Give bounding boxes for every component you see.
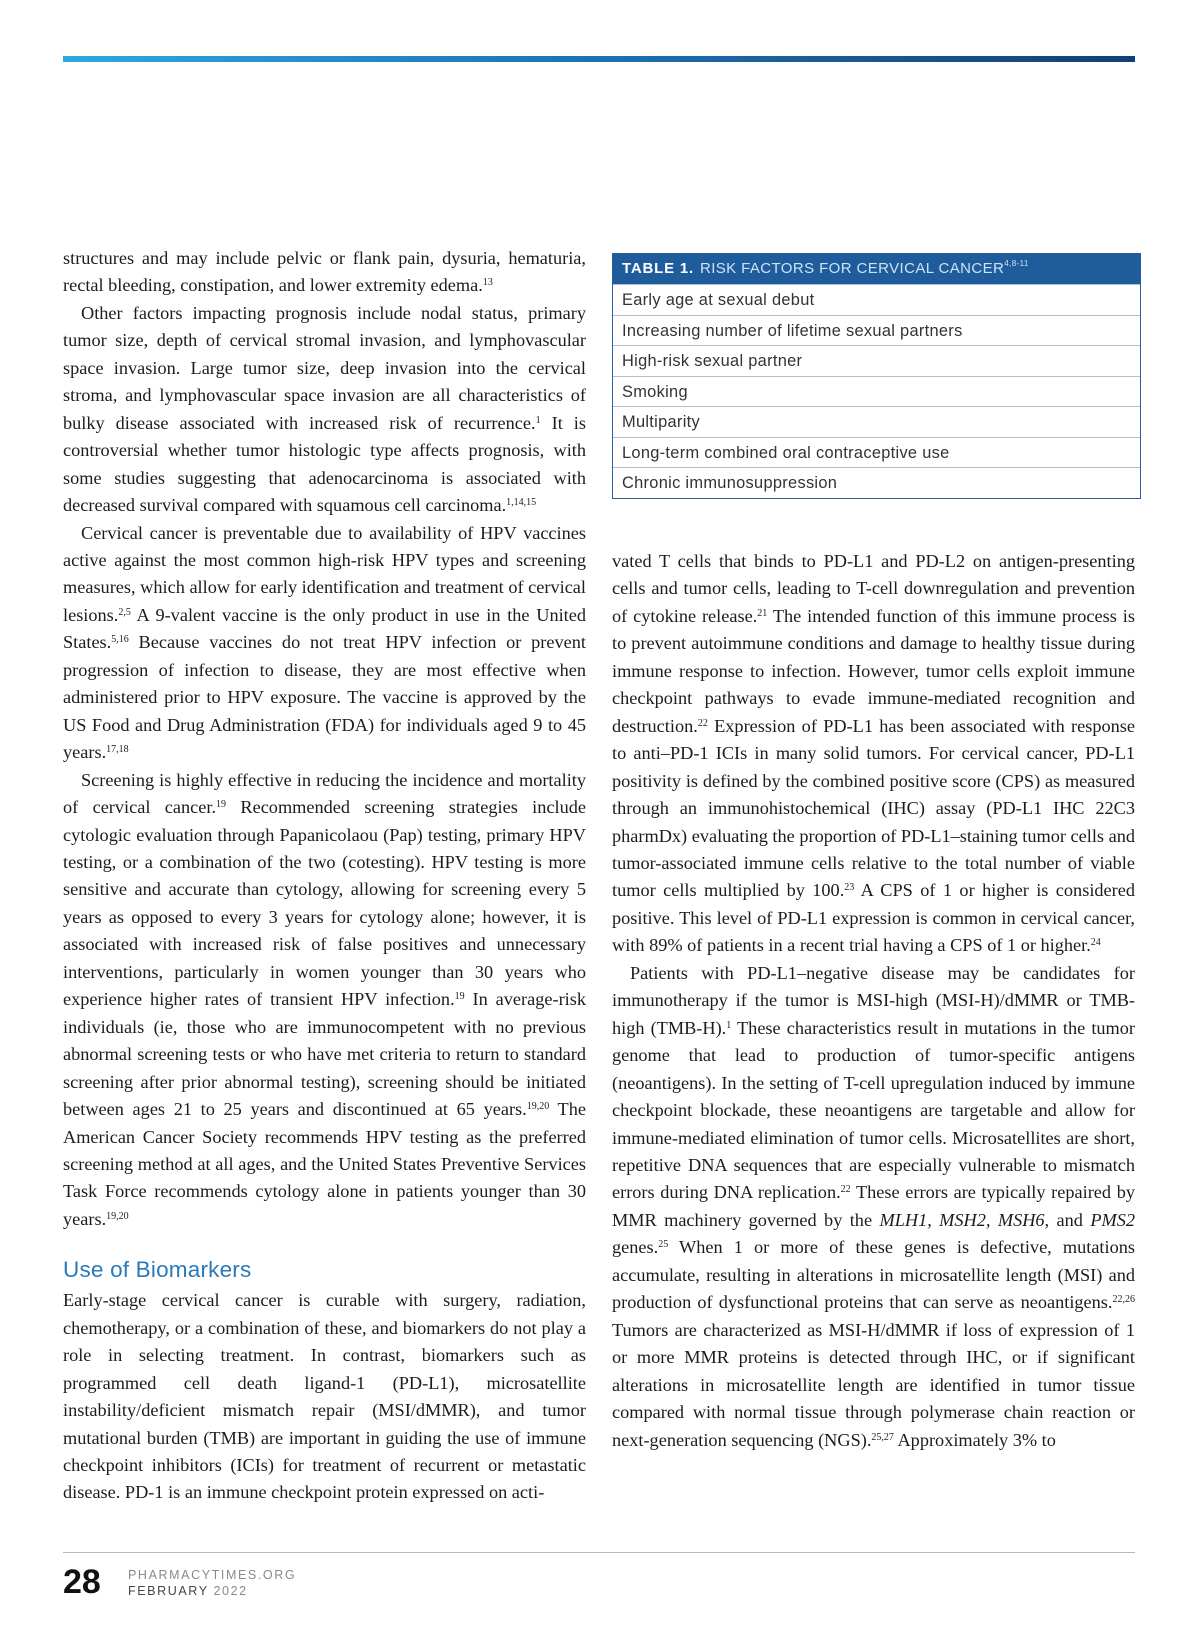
paragraph: structures and may include pelvic or flank pain, dysuria, hematuria, rectal bleeding, constipation, and lower extremity edema.$^{13}$ — [63, 248, 586, 296]
publication-info — [128, 1567, 296, 1599]
table-row: Long-term combined oral contraceptive use — [613, 437, 1140, 468]
paragraph: Screening is highly effective in reducing the incidence and mortality of cervical cancer.$^{19}$ Recommended screening strategies include cytologic evaluation through Papanicolaou (Pap) testing, primary HPV testing, or a combination of the two (cotesting). HPV testing is more sensitive and accurate than cytology, allowing for screening every 5 years as opposed to every 3 years for cytology alone; however, it is associated with increased risk of false positives and unnecessary interventions, particularly in women younger than 30 years who experience higher rates of transient HPV infection.$^{19}$ In average-risk individuals (ie, those who are immunocompetent with no previous abnormal screening tests or who have met criteria to return to standard screening after prior abnormal testing), screening should be initiated between ages 21 to 25 years and discontinued at 65 years.$^{19,20}$ The American Cancer Society recommends HPV testing as the preferred screening method at all ages, and the United States Preventive Services Task Force recommends cytology alone in patients younger than 30 years.$^{19,20}$ — [63, 769, 586, 1229]
paragraph: Other factors impacting prognosis include nodal status, primary tumor size, depth of cervical stromal invasion, and lymphovascular space invasion. Large tumor size, deep invasion into the cervical stroma, and lymphovascular space invasion are all characteristics of bulky disease associated with increased risk of recurrence.$^1$ It is controversial whether tumor histologic type affects prognosis, with some studies suggesting that adenocarcinoma is associated with decreased survival compared with squamous cell carcinoma.$^{1,14,15}$ — [63, 302, 586, 516]
paragraph: Patients with PD-L1–negative disease may be candidates for immunotherapy if the tumor is MSI-high (MSI-H)/dMMR or TMB-high (TMB-H).$^1$ These characteristics result in mutations in the tumor genome that lead to production of tumor-specific antigens (neoantigens). In the setting of T-cell upregulation induced by immune checkpoint blockade, these neoantigens are targetable and allow for immune-mediated elimination of tumor cells. Microsatellites are short, repetitive DNA sequences that are especially vulnerable to mismatch errors during DNA replication.$^{22}$ These errors are typically repaired by MMR machinery governed by the MLH1, MSH2, MSH6, and PMS2 genes.$^{25}$ When 1 or more of these genes is defective, mutations accumulate, resulting in alterations in microsatellite length (MSI) and production of dysfunctional proteins that can serve as neoantigens.$^{22,26}$ Tumors are characterized as MSI-H/dMMR if loss of expression of 1 or more MMR proteins is detected through IHC, or if significant alterations in microsatellite length are identified in tumor tissue compared with normal tissue through polymerase chain reaction or next-generation sequencing (NGS).$^{25,27}$ Approximately 3% to — [612, 962, 1136, 1450]
paragraph: Early-stage cervical cancer is curable with surgery, radiation, chemotherapy, or a combination of these, and biomarkers do not play a role in selecting treatment. In contrast, biomarkers such as programmed cell death ligand-1 (PD-L1), microsatellite instability/deficient mismatch repair (MSI/dMMR), and tumor mutational burden (TMB) are important in guiding the use of immune checkpoint inhibitors (ICIs) for treatment of recurrent or metastatic disease. PD-1 is an immune checkpoint protein expressed on acti- — [63, 1290, 586, 1503]
table-title: TABLE 1. RISK FACTORS FOR CERVICAL CANCER$^{4,8-11}$ — [613, 254, 1140, 284]
issue-date: FEBRUARY 2022 — [128, 1584, 248, 1598]
site-url: PHARMACYTIMES.ORG — [128, 1568, 297, 1582]
table-row: Early age at sexual debut — [613, 284, 1140, 315]
paragraph: Cervical cancer is preventable due to availability of HPV vaccines active against the most common high-risk HPV types and screening measures, which allow for early identification and treatment of cervical lesions.$^{2,5}$ A 9-valent vaccine is the only product in use in the United States.$^{5,16}$ Because vaccines do not treat HPV infection or prevent progression of infection to disease, they are most effective when administered prior to HPV exposure. The vaccine is approved by the US Food and Drug Administration (FDA) for individuals aged 9 to 45 years.$^{17,18}$ — [63, 522, 586, 763]
page-number: 28 — [63, 1563, 101, 1601]
paragraph: vated T cells that binds to PD-L1 and PD-L2 on antigen-presenting cells and tumor cells, leading to T-cell downregulation and prevention of cytokine release.$^{21}$ The intended function of this immune process is to prevent autoimmune conditions and damage to healthy tissue during immune response to infection. However, tumor cells exploit immune checkpoint pathways to evade immune-mediated recognition and destruction.$^{22}$ Expression of PD-L1 has been associated with response to anti–PD-1 ICIs in many solid tumors. For cervical cancer, PD-L1 positivity is defined by the combined positive score (CPS) as measured through an immunohistochemical (IHC) assay (PD-L1 IHC 22C3 pharmDx) evaluating the proportion of PD-L1–staining tumor cells and tumor-associated immune cells relative to the total number of viable tumor cells multiplied by 100.23 A CPS of 1 or higher is considered positive. This level of PD-L1 expression is common in cervical cancer, with 89% of patients in a recent trial having a CPS of 1 or higher.$^{24}$ — [612, 551, 1135, 956]
section-heading: Use of Biomarkers — [63, 1257, 252, 1283]
table-row: Increasing number of lifetime sexual partners — [613, 315, 1140, 346]
table-row: Multiparity — [613, 406, 1140, 437]
left-column — [63, 245, 586, 1507]
table-row: Smoking — [613, 376, 1140, 407]
table-row: Chronic immunosuppression — [613, 467, 1140, 498]
footer-rule — [63, 1552, 1135, 1553]
header-rule — [63, 56, 1135, 62]
table-row: High-risk sexual partner — [613, 345, 1140, 376]
right-column — [612, 548, 1135, 1454]
risk-factors-table — [612, 253, 1141, 499]
